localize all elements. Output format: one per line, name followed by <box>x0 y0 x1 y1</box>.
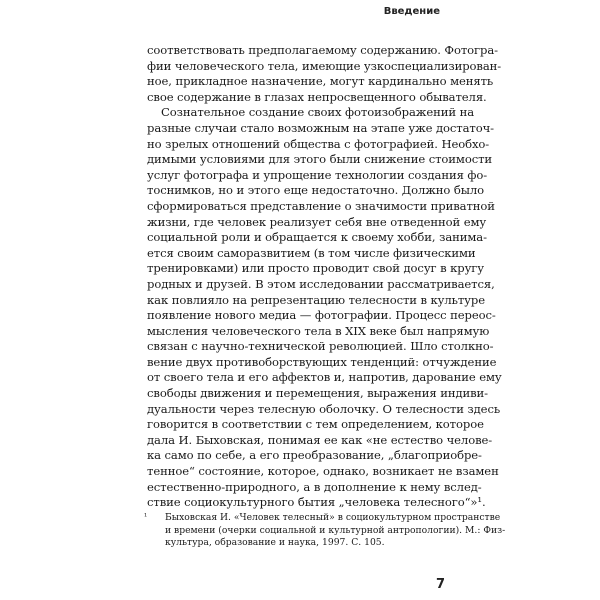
page-number: 7 <box>436 577 446 592</box>
body-line: говорится в соответствии с тем определением, которое <box>147 417 484 432</box>
footnote-line: культура, образование и наука, 1997. С. 105. <box>165 537 385 549</box>
body-line: фии человеческого тела, имеющие узкоспециализирован- <box>147 58 502 73</box>
body-line: жизни, где человек реализует себя вне отведенной ему <box>147 214 487 229</box>
body-line: дала И. Быховская, понимая ее как «не естество челове- <box>147 432 493 447</box>
body-line: появление нового медиа — фотографии. Процесс переос- <box>147 308 496 323</box>
body-line: соответствовать предполагаемому содержанию. Фотогра- <box>147 43 498 57</box>
body-line: тоснимков, но и этого еще недостаточно. Должно было <box>147 183 485 198</box>
body-line: но зрелых отношений общества с фотографией. Необхо- <box>147 136 490 151</box>
body-line: тренировками) или просто проводит свой досуг в кругу <box>147 261 485 276</box>
body-line: разные случаи стало возможным на этапе уже достаточ- <box>147 120 494 135</box>
body-line: от своего тела и его аффектов и, напротив, дарование ему <box>147 370 502 385</box>
body-line: ется своим саморазвитием (в том числе физическими <box>147 245 476 260</box>
body-line: мысления человеческого тела в XIX веке был напрямую <box>147 323 490 338</box>
body-line: ное, прикладное назначение, могут кардинально менять <box>147 74 494 89</box>
footnote-line: и времени (очерки социальной и культурной антропологии). М.: Физ- <box>165 524 506 536</box>
body-line: тенное“ состояние, которое, однако, возникает не взамен <box>147 464 499 479</box>
body-line: свободы движения и перемещения, выражения индиви- <box>147 386 488 401</box>
body-line: услуг фотографа и упрощение технологии создания фо- <box>147 167 488 182</box>
body-line: родных и друзей. В этом исследовании рассматривается, <box>147 276 495 291</box>
body-line: ка само по себе, а его преобразование, „благоприобре- <box>147 448 482 463</box>
body-line: ствие социокультурного бытия „человека телесного“»¹. <box>147 495 486 510</box>
footnote-line: Быховская И. «Человек телесный» в социокультурном пространстве <box>165 512 501 523</box>
body-line: свое содержание в глазах непросвещенного обывателя. <box>147 89 487 104</box>
body-line: дуальности через телесную оболочку. О телесности здесь <box>147 401 501 416</box>
body-line: димыми условиями для этого были снижение стоимости <box>147 152 493 167</box>
footnote-marker: ¹ <box>144 512 148 521</box>
body-line: социальной роли и обращается к своему хобби, занима- <box>147 230 487 245</box>
body-line: как повлияло на репрезентацию телесности в культуре <box>147 292 485 307</box>
body-line: Сознательное создание своих фотоизображений на <box>161 105 475 120</box>
body-line: связан с научно-технической революцией. Шло столкно- <box>147 339 494 354</box>
running-header: Введение <box>383 6 440 17</box>
footnote <box>144 512 506 550</box>
body-line: вение двух противоборствующих тенденций: отчуждение <box>147 354 497 369</box>
body-text <box>147 43 502 511</box>
body-line: естественно-природного, а в дополнение к нему вслед- <box>147 479 482 494</box>
body-line: сформироваться представление о значимости приватной <box>147 198 495 213</box>
